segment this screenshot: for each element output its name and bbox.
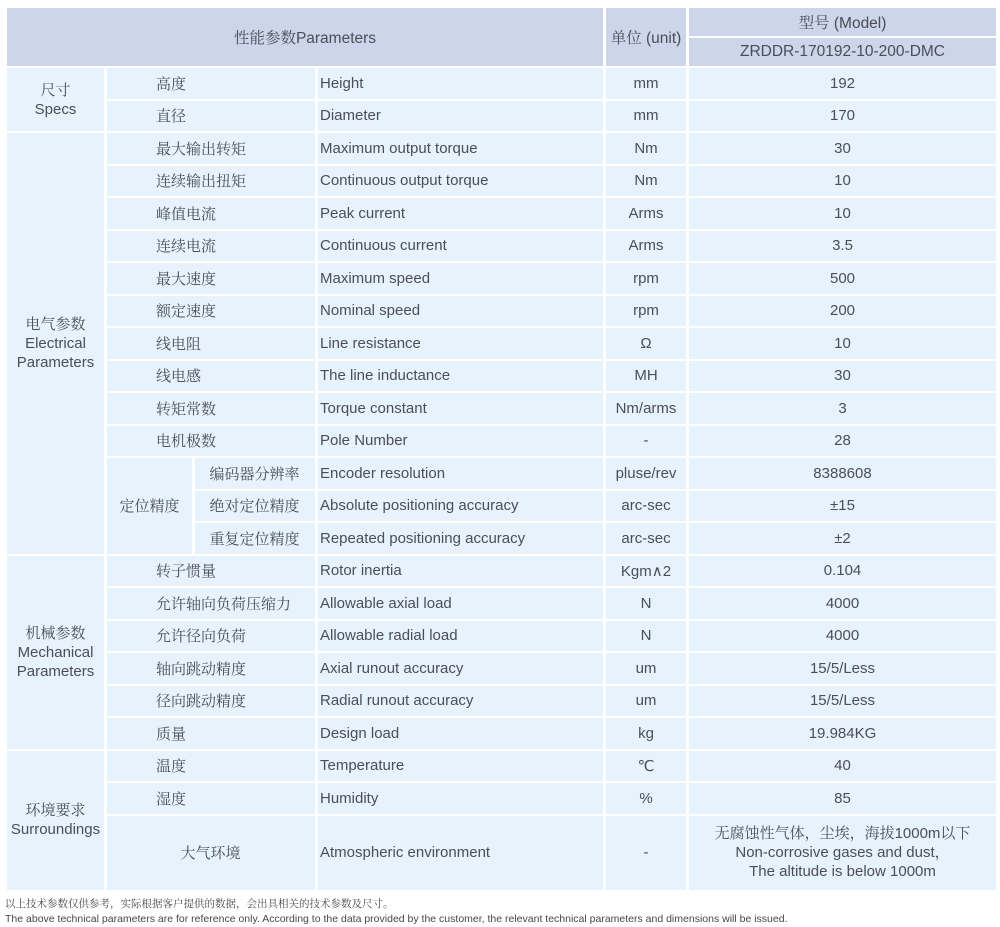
param-en: Repeated positioning accuracy (317, 522, 605, 555)
header-unit: 单位 (unit) (605, 7, 688, 67)
value-cell: 10 (688, 327, 998, 360)
param-cn: 最大输出转矩 (106, 132, 317, 165)
param-cn: 温度 (106, 750, 317, 783)
param-en: Continuous current (317, 230, 605, 263)
footer-note-cn: 以上技术参数仅供参考，实际根据客户提供的数据，会出具相关的技术参数及尺寸。 (5, 897, 394, 910)
table-row (6, 620, 998, 653)
param-en: Maximum output torque (317, 132, 605, 165)
param-en: Nominal speed (317, 295, 605, 328)
param-cn: 直径 (106, 100, 317, 133)
value-cell: 170 (688, 100, 998, 133)
unit-cell: pluse/rev (605, 457, 688, 490)
table-row (6, 587, 998, 620)
header-parameters: 性能参数Parameters (6, 7, 605, 67)
param-cn: 重复定位精度 (194, 522, 317, 555)
param-en: Continuous output torque (317, 165, 605, 198)
param-en: Design load (317, 717, 605, 750)
table-row (6, 555, 998, 588)
value-cell: 15/5/Less (688, 685, 998, 718)
param-cn: 质量 (106, 717, 317, 750)
footer-note-en: The above technical parameters are for reference only. According to the data provided by the customer, the relevant technical parameters and dimensions will be issued. (5, 912, 788, 925)
value-line: Non-corrosive gases and dust， (735, 844, 950, 861)
category-line: Surroundings (10, 821, 101, 838)
param-en: Maximum speed (317, 262, 605, 295)
value-cell: 85 (688, 782, 998, 815)
unit-cell: Nm (605, 132, 688, 165)
unit-cell: rpm (605, 295, 688, 328)
table-row (6, 165, 998, 198)
value-cell: 10 (688, 197, 998, 230)
unit-cell: - (605, 425, 688, 458)
category-line: 电气参数 (25, 315, 86, 333)
param-en: Diameter (317, 100, 605, 133)
category-line: Electrical (25, 334, 86, 352)
unit-cell: Nm/arms (605, 392, 688, 425)
table-row (6, 360, 998, 393)
param-cn: 连续输出扭矩 (106, 165, 317, 198)
value-cell: 500 (688, 262, 998, 295)
value-cell: ±2 (688, 522, 998, 555)
unit-cell: N (605, 587, 688, 620)
table-row (6, 717, 998, 750)
param-cn: 电机极数 (106, 425, 317, 458)
table-row (6, 685, 998, 718)
param-en: Torque constant (317, 392, 605, 425)
param-cn: 大气环境 (106, 815, 317, 891)
param-en: Humidity (317, 782, 605, 815)
param-en: Rotor inertia (317, 555, 605, 588)
value-cell: 19.984KG (688, 717, 998, 750)
param-cn: 转矩常数 (106, 392, 317, 425)
category-line: Parameters (16, 353, 95, 371)
value-line: 无腐蚀性气体，尘埃，海拔1000m以下 (714, 825, 971, 842)
param-cn: 径向跳动精度 (106, 685, 317, 718)
unit-cell: rpm (605, 262, 688, 295)
table-row (6, 782, 998, 815)
table-row (6, 230, 998, 263)
value-cell: 200 (688, 295, 998, 328)
table-row (6, 197, 998, 230)
table-row (6, 327, 998, 360)
value-cell: 28 (688, 425, 998, 458)
param-en: Absolute positioning accuracy (317, 490, 605, 523)
param-cn: 轴向跳动精度 (106, 652, 317, 685)
param-cn: 允许轴向负荷压缩力 (106, 587, 317, 620)
value-cell: 10 (688, 165, 998, 198)
category-line: Specs (34, 100, 77, 118)
param-cn: 连续电流 (106, 230, 317, 263)
unit-cell: % (605, 782, 688, 815)
value-cell: 40 (688, 750, 998, 783)
category-line: Mechanical (17, 643, 94, 661)
value-cell: 30 (688, 132, 998, 165)
unit-cell: arc-sec (605, 490, 688, 523)
param-en: Encoder resolution (317, 457, 605, 490)
param-cn: 绝对定位精度 (194, 490, 317, 523)
value-cell: 192 (688, 67, 998, 100)
table-row (6, 67, 998, 100)
unit-cell: um (605, 685, 688, 718)
table-row (6, 815, 998, 891)
category-cell-electrical (6, 132, 106, 555)
table-row (6, 262, 998, 295)
param-cn: 峰值电流 (106, 197, 317, 230)
param-en: Atmospheric environment (317, 815, 605, 891)
unit-cell: N (605, 620, 688, 653)
table-row (6, 392, 998, 425)
unit-cell: Nm (605, 165, 688, 198)
value-cell: 15/5/Less (688, 652, 998, 685)
value-cell: 8388608 (688, 457, 998, 490)
header-model: 型号 (Model) (688, 7, 998, 37)
value-cell: 30 (688, 360, 998, 393)
param-en: Allowable radial load (317, 620, 605, 653)
category-cell-mechanical (6, 555, 106, 750)
param-en: Allowable axial load (317, 587, 605, 620)
category-cell-surroundings (6, 750, 106, 891)
param-en: Peak current (317, 197, 605, 230)
table-row (6, 652, 998, 685)
value-cell: 3.5 (688, 230, 998, 263)
param-cn: 最大速度 (106, 262, 317, 295)
param-en: Pole Number (317, 425, 605, 458)
unit-cell: MH (605, 360, 688, 393)
category-line: 环境要求 (25, 802, 86, 819)
table-row (6, 295, 998, 328)
param-en: Radial runout accuracy (317, 685, 605, 718)
table-row (6, 100, 998, 133)
unit-cell: um (605, 652, 688, 685)
param-en: Axial runout accuracy (317, 652, 605, 685)
unit-cell: ℃ (605, 750, 688, 783)
value-line: The altitude is below 1000m (749, 863, 936, 880)
param-en: Height (317, 67, 605, 100)
spec-table (4, 6, 999, 892)
param-en: Line resistance (317, 327, 605, 360)
param-cn: 高度 (106, 67, 317, 100)
value-cell: 0.104 (688, 555, 998, 588)
param-cn: 允许径向负荷 (106, 620, 317, 653)
param-en: The line inductance (317, 360, 605, 393)
category-line: 机械参数 (25, 624, 86, 642)
unit-cell: Arms (605, 230, 688, 263)
category-line: 尺寸 (40, 81, 71, 99)
subcategory-cell-positioning: 定位精度 (106, 457, 194, 555)
table-row (6, 425, 998, 458)
unit-cell: mm (605, 67, 688, 100)
category-cell-specs (6, 67, 106, 132)
param-en: Temperature (317, 750, 605, 783)
table-row (6, 750, 998, 783)
unit-cell: Ω (605, 327, 688, 360)
value-cell: 3 (688, 392, 998, 425)
param-cn: 线电感 (106, 360, 317, 393)
unit-cell: - (605, 815, 688, 891)
param-cn: 线电阻 (106, 327, 317, 360)
table-row (6, 132, 998, 165)
unit-cell: Kgm∧2 (605, 555, 688, 588)
footer-notes (4, 892, 996, 927)
unit-cell: arc-sec (605, 522, 688, 555)
unit-cell: kg (605, 717, 688, 750)
unit-cell: mm (605, 100, 688, 133)
param-cn: 转子惯量 (106, 555, 317, 588)
unit-cell: Arms (605, 197, 688, 230)
param-cn: 编码器分辨率 (194, 457, 317, 490)
param-cn: 湿度 (106, 782, 317, 815)
category-line: Parameters (16, 662, 95, 680)
header-model-value: ZRDDR-170192-10-200-DMC (688, 37, 998, 67)
value-cell: 4000 (688, 620, 998, 653)
value-cell: ±15 (688, 490, 998, 523)
param-cn: 额定速度 (106, 295, 317, 328)
table-row (6, 457, 998, 490)
value-cell (688, 815, 998, 891)
value-cell: 4000 (688, 587, 998, 620)
